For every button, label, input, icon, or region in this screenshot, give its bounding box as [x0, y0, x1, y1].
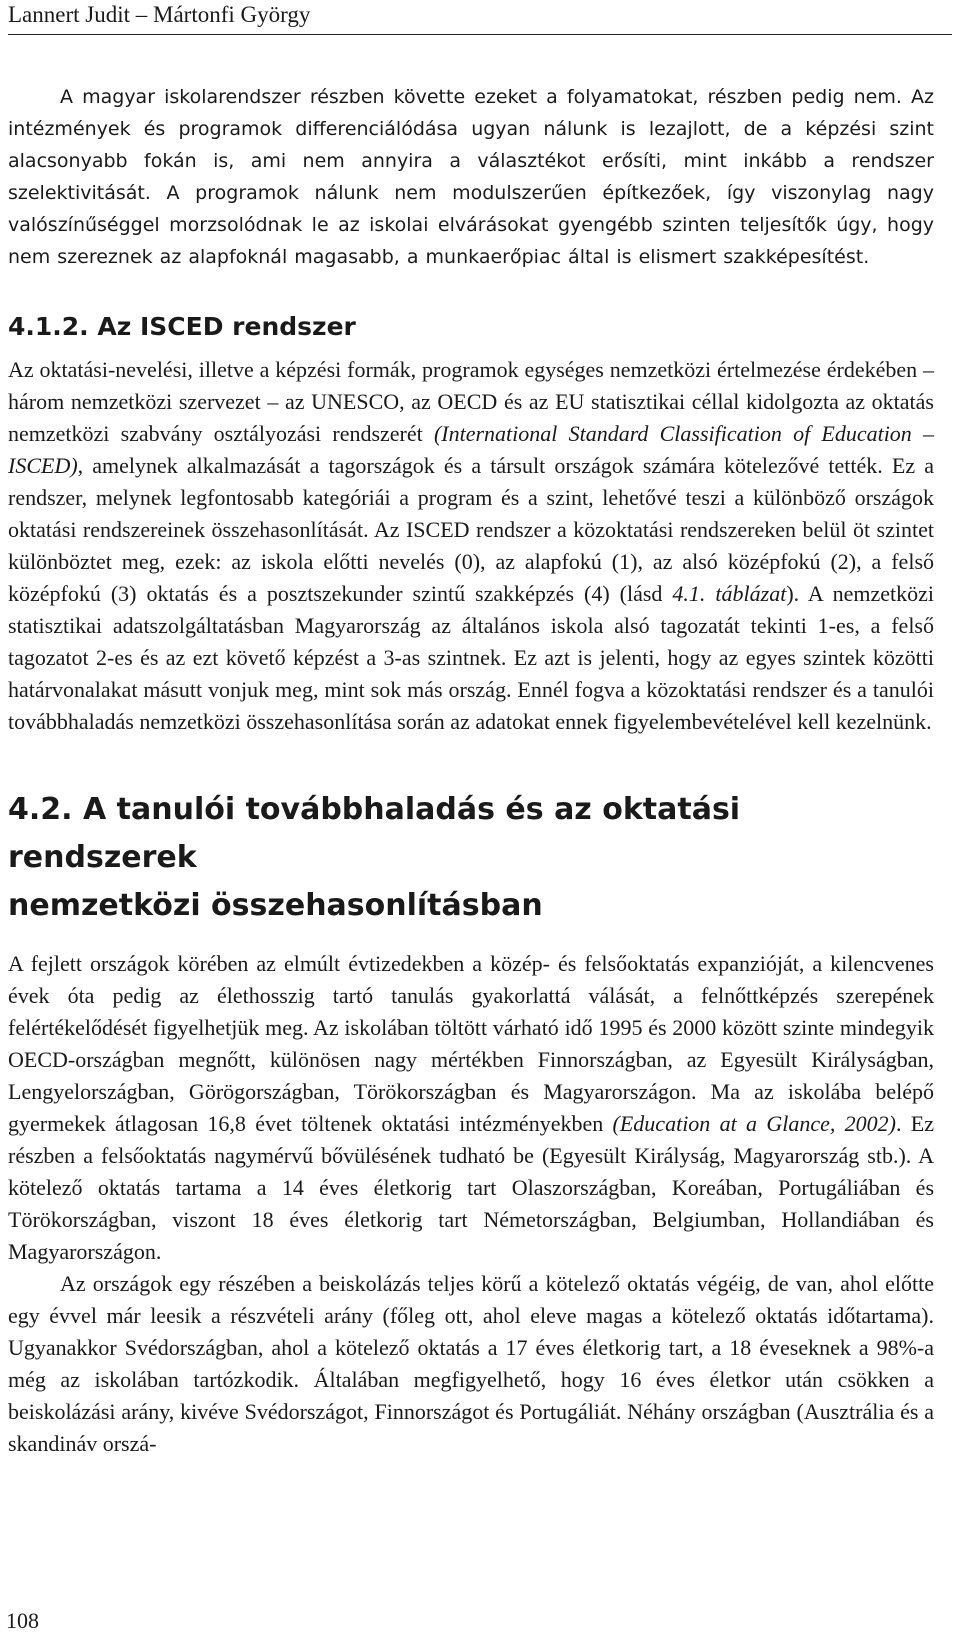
isced-italic-term: (International Standard Classification of Education – ISCED) [8, 421, 935, 478]
isced-paragraph [8, 354, 934, 738]
section-heading-4-2 [8, 786, 934, 930]
intro-paragraph: A magyar iskolarendszer részben követte ezeket a folyamatokat, részben pedig nem. Az intézmények és programok differenciálódása ugyan nálunk is lezajlott, de a képzési szint alacsonyabb fokán is, ami nem annyira a választékot erősíti, mint inkább a rendszer szelektivitását. A programok nálunk nem modulszerűen építkezőek, így viszonylag nagy valószínűséggel morzsolódnak le az iskolai elvárásokat gyengébb szinten teljesítők úgy, hogy nem szereznek az alapfoknál magasabb, a munkaerőpiac által is elismert szakképesítést. [8, 86, 934, 268]
progression-paragraph-1 [8, 948, 934, 1268]
table-reference: 4.1. táblázat [672, 581, 787, 606]
section-heading-4-1-2: 4.1.2. Az ISCED rendszer [8, 312, 356, 341]
progression-text-a: A fejlett országok körében az elmúlt évtizedekben a közép- és felsőoktatás expanzióját, a kilencvenes évek óta pedig az élethosszig tartó tanulás gyakorlattá válását, a felnőttképzés szerepének felértékelődését figyelhetjük meg. Az iskolában töltött várható idő 1995 és 2000 között szinte mindegyik OECD-országban megnőtt, különösen nagy mértékben Finnországban, az Egyesült Királyságban, Lengyelországban, Görögországban, Törökországban és Magyarországon. Ma az iskolába belépő gyermekek átlagosan 16,8 évet töltenek oktatási intézményekben [8, 951, 934, 1136]
running-head: Lannert Judit – Mártonfi György [8, 0, 952, 35]
isced-text-a: Az oktatási-nevelési, illetve a képzési formák, programok egységes nemzetközi értelmezése érdekében – három nemzetközi szervezet – az UNESCO, az OECD és az EU statisztikai céllal kidolgozta az oktatás nemzetközi szabvány osztályozási rendszerét [8, 357, 934, 446]
page-number: 108 [6, 1608, 39, 1633]
progression-paragraph-2: Az országok egy részében a beiskolázás teljes körű a kötelező oktatás végéig, de van, ahol előtte egy évvel már leesik a részvételi arány (főleg ott, ahol eleve magas a kötelező oktatás időtartama). Ugyanakkor Svédországban, ahol a kötelező oktatás a 17 éves életkorig tart, a 18 éveseknek a 98%-a még az iskolában tartózkodik. Általában megfigyelhető, hogy 16 éves életkor után csökken a beiskolázási arány, kivéve Svédországot, Finnországot és Portugáliát. Néhány országban (Ausztrália és a skandináv orszá- [8, 1271, 934, 1456]
progression-text-b: . Ez részben a felsőoktatás nagymérvű bővülésének tudható be (Egyesült Királyság, Magyarország stb.). A kötelező oktatás tartama a 14 éves életkorig tart Olaszországban, Koreában, Portugáliában és Törökországban, viszont 18 éves életkorig tart Németországban, Belgiumban, Hollandiában és Magyarországon. [8, 1111, 934, 1264]
section-heading-4-2-line2: nemzetközi összehasonlításban [8, 888, 543, 923]
isced-text-b: , amelynek alkalmazását a tagországok és a társult országok számára kötelezővé tették. Ez a rendszer, melynek legfontosabb kategóriái a program és a szint, lehetővé teszi a különböző országok oktatási rendszereinek összehasonlítását. Az ISCED rendszer a közoktatási rendszereken belül öt szintet különböztet meg, ezek: az iskola előtti nevelés (0), az alapfokú (1), az alsó középfokú (2), a felső középfokú (3) oktatás és a posztszekunder szintű szakképzés (4) (lásd [8, 453, 934, 606]
isced-text-c: ). A nemzetközi statisztikai adatszolgáltatásban Magyarország az általános iskola alsó tagozatát tekinti 1-es, a felső tagozatot 2-es és az ezt követő képzést a 3-as szintnek. Ez azt is jelenti, hogy az egyes szintek közötti határvonalakat másutt vonjuk meg, mint sok más ország. Ennél fogva a közoktatási rendszer és a tanulói továbbhaladás nemzetközi összehasonlítása során az adatokat ennek figyelembevételével kell kezelnünk. [8, 581, 935, 734]
section-heading-4-2-line1: 4.2. A tanulói továbbhaladás és az oktatási rendszerek [8, 792, 741, 875]
progression-citation: (Education at a Glance, 2002) [612, 1111, 896, 1136]
